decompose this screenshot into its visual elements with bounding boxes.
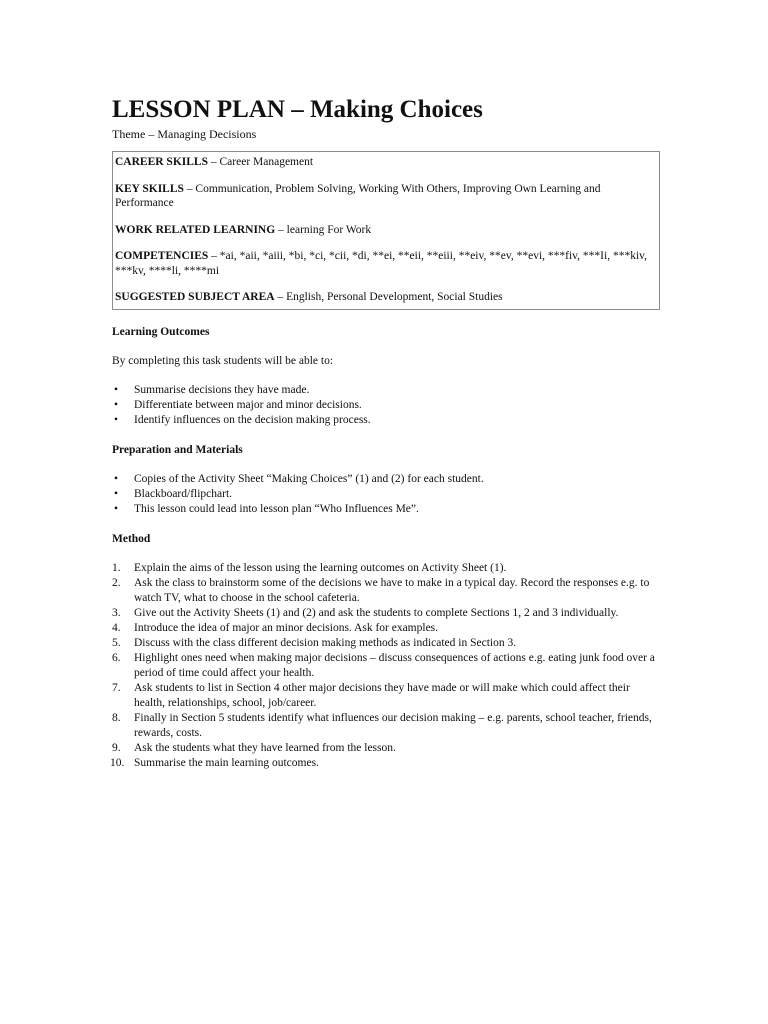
subject-area-text: – English, Personal Development, Social Studies [274, 291, 503, 303]
step-number: 5. [112, 636, 121, 649]
step-text: Finally in Section 5 students identify what influences our decision making – e.g. parents, school teacher, friends, rewards, costs. [134, 711, 652, 739]
step-number: 3. [112, 606, 121, 619]
bullet-icon: • [114, 472, 119, 485]
learning-outcomes-list [112, 383, 660, 428]
list-item [112, 383, 660, 398]
step-number: 1. [112, 561, 121, 574]
method-step [112, 606, 660, 621]
career-skills-text: – Career Management [208, 156, 314, 168]
list-item-text: This lesson could lead into lesson plan “Who Influences Me”. [134, 502, 419, 515]
list-item-text: Summarise decisions they have made. [134, 383, 310, 396]
method-step [112, 636, 660, 651]
subject-area-label: SUGGESTED SUBJECT AREA [115, 291, 275, 303]
list-item-text: Blackboard/flipchart. [134, 487, 233, 500]
key-skills-row [115, 182, 653, 211]
theme-line: Theme – Managing Decisions [112, 127, 257, 141]
step-text: Explain the aims of the lesson using the learning outcomes on Activity Sheet (1). [134, 561, 507, 574]
list-item [112, 502, 660, 517]
step-number: 9. [112, 741, 121, 754]
competencies-label: COMPETENCIES [115, 250, 209, 262]
list-item [112, 413, 660, 428]
method-step [112, 621, 660, 636]
step-number: 4. [112, 621, 121, 634]
method-step [112, 651, 660, 681]
method-step [112, 576, 660, 606]
bullet-icon: • [114, 502, 119, 515]
key-skills-text: – Communication, Problem Solving, Working With Others, Improving Own Learning and Performance [115, 182, 601, 209]
work-learning-text: – learning For Work [275, 223, 372, 236]
step-text: Give out the Activity Sheets (1) and (2) and ask the students to complete Sections 1, 2 and 3 individually. [134, 606, 619, 619]
step-text: Highlight ones need when making major decisions – discuss consequences of actions e.g. eating junk food over a period of time could affect your health. [134, 651, 655, 679]
page-title: LESSON PLAN – Making Choices [112, 96, 483, 123]
bullet-icon: • [114, 398, 119, 411]
work-learning-label: WORK RELATED LEARNING [115, 223, 276, 236]
preparation-list [112, 472, 660, 517]
learning-intro: By completing this task students will be able to: [112, 354, 334, 367]
method-heading: Method [112, 532, 151, 545]
career-skills-label: CAREER SKILLS [115, 156, 208, 168]
list-item-text: Identify influences on the decision making process. [134, 413, 371, 426]
competencies-row [115, 249, 653, 278]
list-item-text: Copies of the Activity Sheet “Making Choices” (1) and (2) for each student. [134, 472, 484, 485]
competencies-text: – *ai, *aii, *aiii, *bi, *ci, *cii, *di, **ei, **eii, **eiii, **eiv, **ev, **evi, ***fiv, ***Ii, ***kiv, ***kv, ****li, ****mi [115, 250, 648, 277]
method-step [112, 561, 660, 576]
career-skills-row [115, 155, 653, 170]
step-number: 2. [112, 576, 121, 589]
document-page [112, 94, 660, 771]
method-step [112, 681, 660, 711]
step-text: Discuss with the class different decision making methods as indicated in Section 3. [134, 636, 517, 649]
step-number: 6. [112, 651, 121, 664]
preparation-heading: Preparation and Materials [112, 443, 243, 456]
work-learning-row [115, 223, 653, 238]
list-item [112, 398, 660, 413]
method-step [112, 711, 660, 741]
step-text: Ask the class to brainstorm some of the decisions we have to make in a typical day. Record the responses e.g. to watch TV, what to choose in the school cafeteria. [134, 576, 650, 604]
key-skills-label: KEY SKILLS [115, 182, 184, 195]
list-item [112, 472, 660, 487]
step-text: Ask the students what they have learned from the lesson. [134, 741, 396, 754]
subject-area-row [115, 290, 653, 305]
skills-box [112, 151, 660, 310]
learning-outcomes-heading: Learning Outcomes [112, 325, 210, 338]
step-number: 8. [112, 711, 121, 724]
step-text: Ask students to list in Section 4 other major decisions they have made or will make which could affect their health, relationships, school, job/career. [134, 681, 630, 709]
method-step [112, 756, 660, 771]
step-text: Summarise the main learning outcomes. [134, 756, 319, 769]
method-step [112, 741, 660, 756]
method-steps-list [112, 561, 660, 771]
step-number: 10. [110, 756, 125, 769]
bullet-icon: • [114, 383, 119, 396]
list-item-text: Differentiate between major and minor decisions. [134, 398, 362, 411]
step-number: 7. [112, 681, 121, 694]
bullet-icon: • [114, 413, 119, 426]
list-item [112, 487, 660, 502]
bullet-icon: • [114, 487, 119, 500]
step-text: Introduce the idea of major an minor decisions. Ask for examples. [134, 621, 439, 634]
